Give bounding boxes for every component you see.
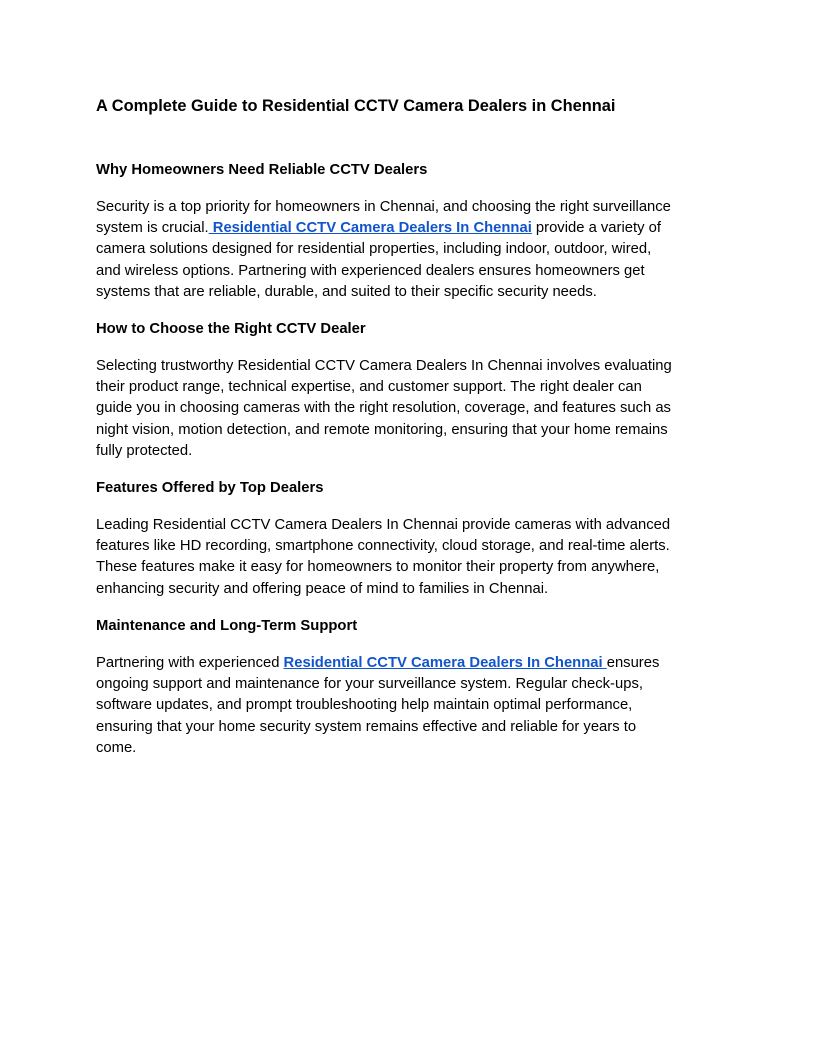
inline-text: system is crucial. [96,220,209,237]
paragraph-line: night vision, motion detection, and remote monitoring, ensuring that your home remains [96,421,668,438]
section-paragraph-why-homeowners [96,197,726,303]
inline-text: Partnering with experienced [96,655,284,671]
document-title: A Complete Guide to Residential CCTV Camera Dealers in Chennai [96,97,616,115]
paragraph-line: come. [96,739,137,756]
paragraph-line: camera solutions designed for residential properties, including indoor, outdoor, wired, [96,241,652,258]
section-heading-why-homeowners: Why Homeowners Need Reliable CCTV Dealers [96,162,428,178]
paragraph-line: ongoing support and maintenance for your surveillance system. Regular check-ups, [96,676,643,693]
section-paragraph-how-to-choose [96,356,726,462]
inline-text: ensures [606,655,660,671]
section-paragraph-maintenance [96,653,726,759]
paragraph-line: their product range, technical expertise, and customer support. The right dealer can [96,379,642,396]
paragraph-line: and wireless options. Partnering with experienced dealers ensures homeowners get [96,262,645,279]
section-heading-features: Features Offered by Top Dealers [96,480,324,496]
paragraph-line: features like HD recording, smartphone connectivity, cloud storage, and real-time alerts. [96,538,670,555]
residential-cctv-dealers-link[interactable]: Residential CCTV Camera Dealers In Chennai [283,655,607,671]
paragraph-line: These features make it easy for homeowners to monitor their property from anywhere, [96,559,660,576]
paragraph-line [96,218,726,239]
section-heading-how-to-choose: How to Choose the Right CCTV Dealer [96,321,366,337]
inline-text: provide a variety of [531,220,661,237]
residential-cctv-dealers-link[interactable]: Residential CCTV Camera Dealers In Chennai [208,220,532,237]
section-heading-maintenance: Maintenance and Long-Term Support [96,618,358,634]
paragraph-line: Selecting trustworthy Residential CCTV Camera Dealers In Chennai involves evaluating [96,358,672,374]
paragraph-line: Security is a top priority for homeowners in Chennai, and choosing the right surveillance [96,199,671,215]
paragraph-line: software updates, and prompt troubleshooting help maintain optimal performance, [96,697,633,714]
section-paragraph-features [96,515,726,600]
paragraph-line: ensuring that your home security system remains effective and reliable for years to [96,718,637,735]
paragraph-line: guide you in choosing cameras with the right resolution, coverage, and features such as [96,400,671,417]
paragraph-line: Leading Residential CCTV Camera Dealers In Chennai provide cameras with advanced [96,517,671,533]
paragraph-line: systems that are reliable, durable, and suited to their specific security needs. [96,283,597,300]
paragraph-line: fully protected. [96,442,193,459]
paragraph-line [96,653,726,674]
paragraph-line: enhancing security and offering peace of mind to families in Chennai. [96,580,549,597]
